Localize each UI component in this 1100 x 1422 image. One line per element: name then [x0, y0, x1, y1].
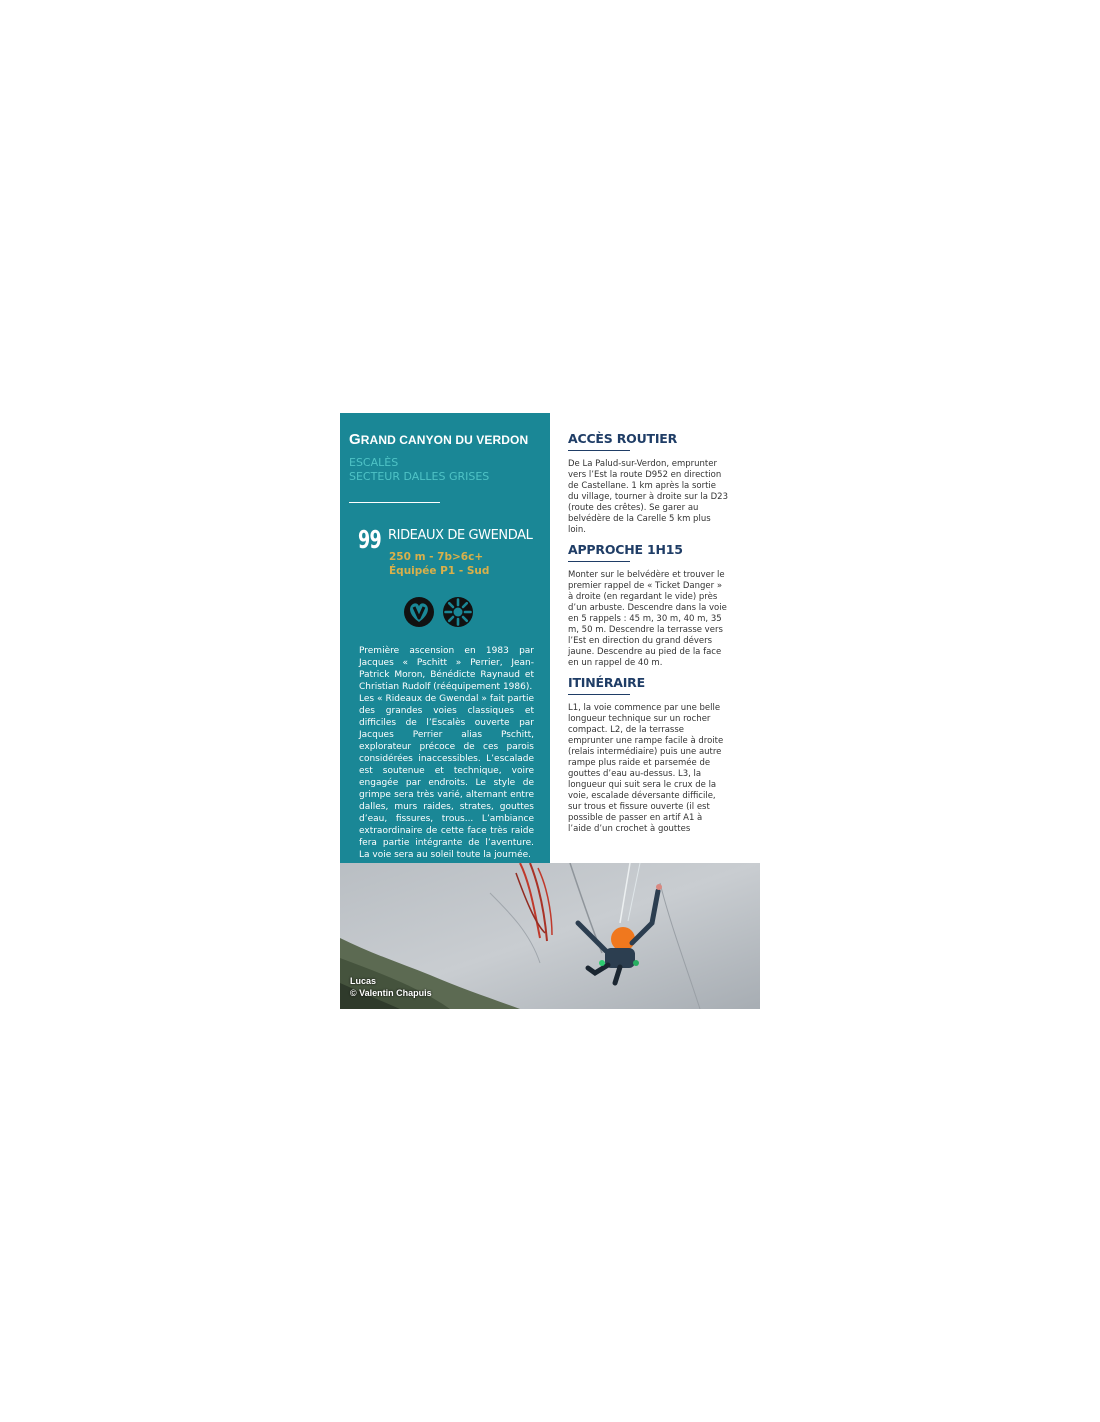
route-meta [389, 550, 489, 578]
region-title: GRAND CANYON DU VERDON [349, 431, 529, 448]
first-ascent-paragraph: Première ascension en 1983 par Jacques « Pschitt » Perrier, Jean-Patrick Moron, Bénédicte Raynaud et Christian Rudolf (rééquipement 1986). [359, 646, 534, 692]
route-description [359, 645, 534, 861]
section-itinerary [568, 675, 728, 835]
section-road-access [568, 431, 728, 536]
section-title: APPROCHE 1H15 [568, 542, 683, 557]
guidebook-page [340, 413, 760, 1009]
section-title: ACCÈS ROUTIER [568, 431, 678, 446]
subtitle-sector: SECTEUR DALLES GRISES [349, 470, 490, 483]
photo-caption [350, 975, 432, 999]
practical-info-column [568, 431, 728, 841]
section-text: De La Palud-sur-Verdon, emprunter vers l’Est la route D952 en direction de Castellane. 1 km après la sortie du village, tourner à droite sur la D23 (route des crêtes). Se garer au belvédère de la Carelle 5 km plus loin. [568, 459, 729, 535]
divider [349, 502, 440, 503]
caption-credit: © Valentin Chapuis [350, 988, 432, 998]
section-approach [568, 542, 728, 669]
sun-icon [442, 596, 474, 628]
heart-v-icon [403, 596, 435, 628]
section-rule [568, 694, 630, 695]
route-number: 99 [358, 525, 381, 554]
section-rule [568, 561, 630, 562]
route-equipment-orientation: Équipée P1 - Sud [389, 565, 490, 577]
section-title: ITINÉRAIRE [568, 675, 645, 690]
section-text: Monter sur le belvédère et trouver le premier rappel de « Ticket Danger » à droite (en regardant le vide) près d’un arbuste. Descendre dans la voie en 5 rappels : 45 m, 30 m, 40 m, 35 m, 50 m. Descendre la terrasse vers l’Est en direction du grand dévers jaune. Descendre au pied de la face en un rappel de 40 m. [568, 570, 727, 668]
route-character-paragraph: Les « Rideaux de Gwendal » fait partie des grandes voies classiques et difficiles de l’Escalès ouverte par Jacques Perrier alias Pschitt, explorateur précoce de ces parois considérées inaccessibles. L’escalade est soutenue et technique, voire engagée par endroits. Le style de grimpe sera très varié, alternant entre dalles, murs raides, strates, gouttes d’eau, fissures, trous... L’ambiance extraordinaire de cette face très raide fera partie intégrante de l’aventure. La voie sera au soleil toute la journée. [359, 694, 534, 860]
route-length-grade: 250 m - 7b>6c+ [389, 551, 484, 563]
route-name: RIDEAUX DE GWENDAL [388, 528, 533, 543]
section-rule [568, 450, 630, 451]
caption-name: Lucas [350, 976, 377, 986]
section-text: L1, la voie commence par une belle longueur technique sur un rocher compact. L2, de la terrasse emprunter une rampe facile à droite (relais intermédiaire) puis une autre rampe plus raide et parsemée de gouttes d’eau au-dessus. L3, la longueur qui suit sera le crux de la voie, escalade déversante difficile, sur trous et fissure ouverte (il est possible de passer en artif A1 à l’aide d’un crochet à gouttes [568, 703, 724, 834]
route-info-panel [340, 413, 550, 863]
sector-subtitle [349, 456, 489, 484]
subtitle-cliff: ESCALÈS [349, 456, 399, 469]
climber-photo [340, 863, 760, 1009]
